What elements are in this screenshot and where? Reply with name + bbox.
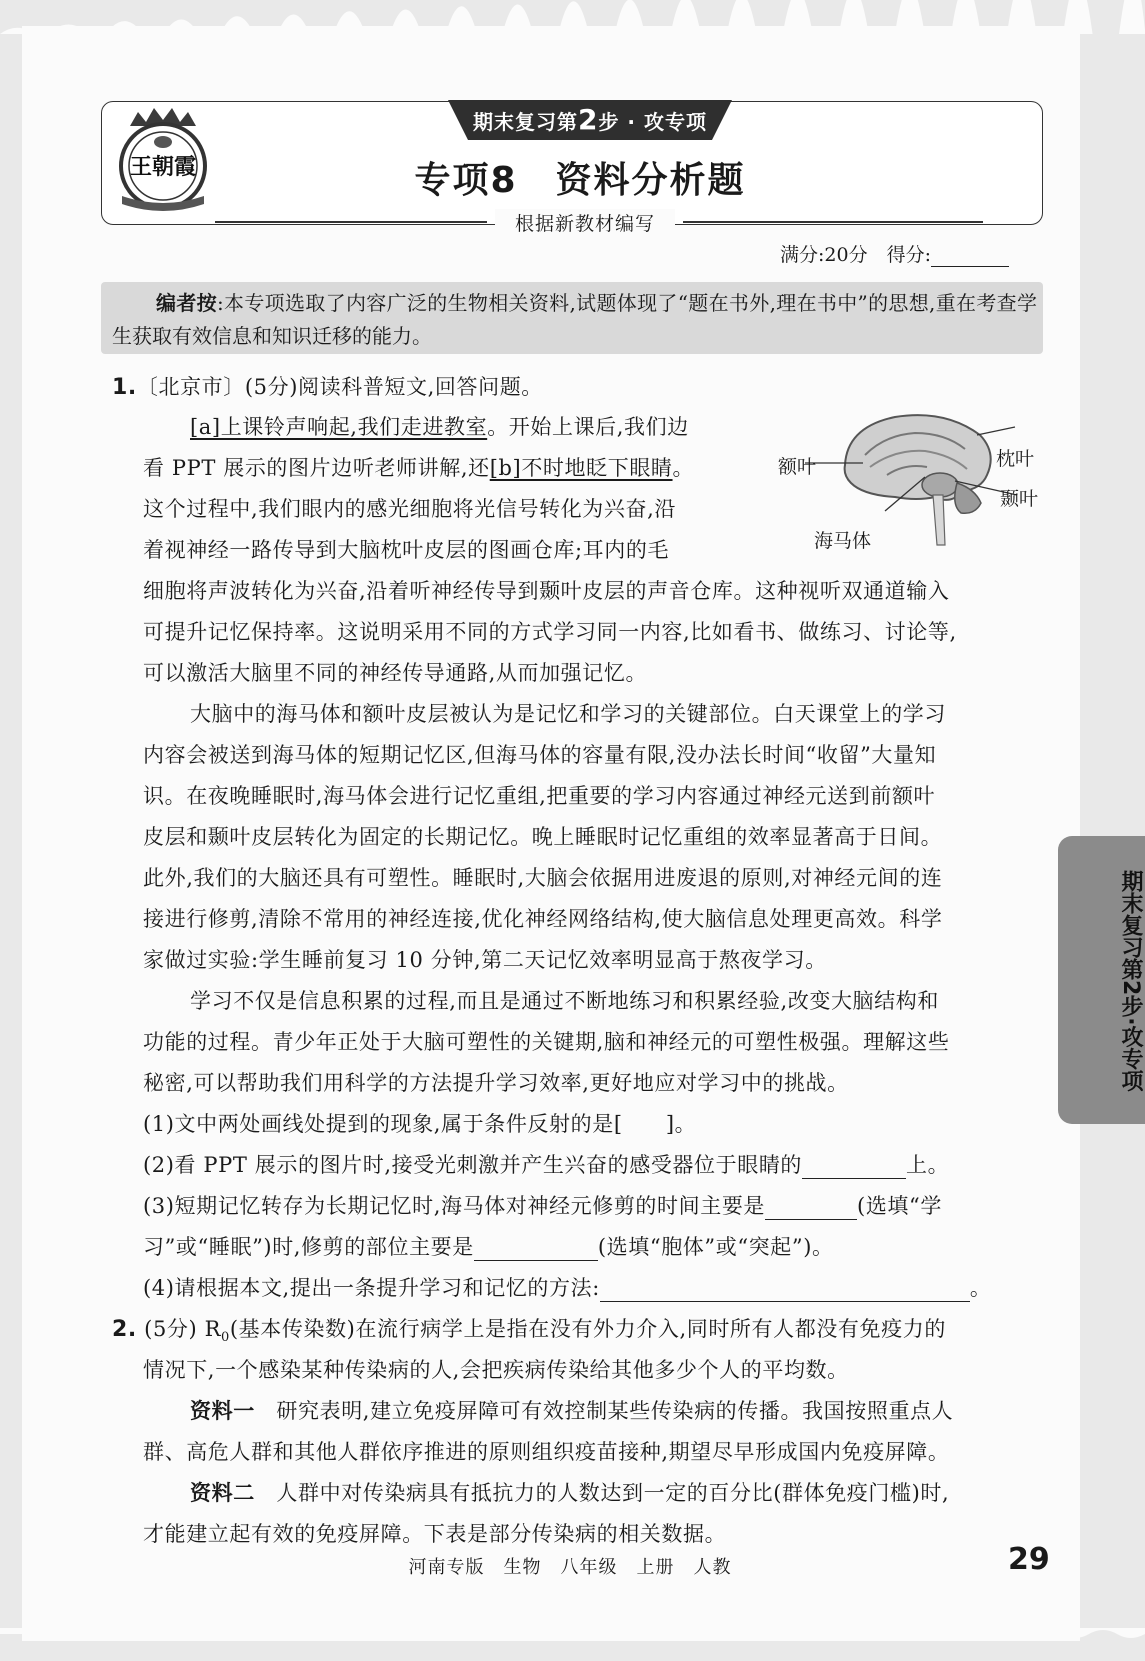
q1-sub-2-end: 上。 [906,1153,950,1177]
q2-material-2-line-1 [190,1477,949,1507]
q1-sub-3-text: (3)短期记忆转存为长期记忆时,海马体对神经元修剪的时间主要是 [143,1194,766,1218]
underline-b: [b]不时地眨下眼睛 [489,456,673,480]
q1-sub-2-text: (2)看 PPT 展示的图片时,接受光刺激并产生兴奋的感受器位于眼睛的 [143,1153,803,1177]
q2-material-2-line-2: 才能建立起有效的免疫屏障。下表是部分传染病的相关数据。 [143,1522,727,1546]
q1-p2-line-4: 皮层和颞叶皮层转化为固定的长期记忆。晚上睡眠时记忆重组的效率显著高于日间。 [143,825,943,849]
banner-suffix: 步 · 攻专项 [598,110,707,134]
material-2-text: 人群中对传染病具有抵抗力的人数达到一定的百分比(群体免疫门槛)时, [254,1481,950,1505]
q1-p3-line-3: 秘密,可以帮助我们用科学的方法提升学习效率,更好地应对学习中的挑战。 [143,1071,849,1095]
footer-text: 河南专版 生物 八年级 上册 人教 [408,1557,732,1578]
label-frontal-lobe: 额叶 [778,456,817,478]
q1-line-3: 这个过程中,我们眼内的感光细胞将光信号转化为兴奋,沿 [143,497,676,521]
q2-subscript: 0 [221,1330,230,1346]
q1-sub-3-text-2: 习”或“睡眠”)时,修剪的部位主要是 [143,1235,474,1259]
q1-p2-line-2: 内容会被送到海马体的短期记忆区,但海马体的容量有限,没办法长时间“收留”大量知 [143,743,937,767]
q1-sub-3b [143,1231,834,1261]
score-line [780,240,1040,267]
underline-a: [a]上课铃声响起,我们走进教室 [190,415,488,439]
section-banner [448,100,732,140]
banner-step: 2 [577,103,599,136]
q1-p2-line-5: 此外,我们的大脑还具有可塑性。睡眠时,大脑会依据用进废退的原则,对神经元间的连 [143,866,943,890]
q2-score: (5分) R [144,1317,221,1341]
q2-material-1-line-2: 群、高危人群和其他人群依序推进的原则组织疫苗接种,期望尽早形成国内免疫屏障。 [143,1440,950,1464]
page-number: 29 [1008,1542,1050,1577]
q1-p3-line-1: 学习不仅是信息积累的过程,而且是通过不断地练习和积累经验,改变大脑结构和 [190,989,939,1013]
q2-number: 2. [112,1317,137,1342]
editor-note [112,287,1037,353]
q1-sub-2 [143,1149,949,1179]
q1-line-2-end: 。 [672,456,695,480]
q1-sub-3-hint: (选填“学 [857,1194,942,1218]
page-title: 专项8 资料分析题 [414,160,746,201]
editor-note-label: 编者按 [156,291,217,315]
q1-sub-3a [143,1190,942,1220]
q1-number: 1. [112,375,137,400]
answer-blank-3a[interactable] [765,1197,857,1220]
q2-line-1-text: (基本传染数)在流行病学上是指在没有外力介入,同时所有人都没有免疫力的 [229,1317,946,1341]
q1-line-1 [190,411,689,441]
banner-prefix: 期末复习第 [472,110,578,134]
material-1-text: 研究表明,建立免疫屏障可有效控制某些传染病的传播。我国按照重点人 [254,1399,954,1423]
full-score: 满分:20分 [780,244,868,266]
q1-sub-4-text: (4)请根据本文,提出一条提升学习和记忆的方法: [143,1276,600,1300]
logo-text: 王朝霞 [129,154,197,180]
material-2-label: 资料二 [190,1481,255,1505]
answer-blank-3b[interactable] [474,1238,598,1261]
q1-line-7: 可以激活大脑里不同的神经传导通路,从而加强记忆。 [143,661,648,685]
label-temporal-lobe: 颞叶 [1000,488,1039,510]
q1-line-1-rest: 。开始上课后,我们边 [487,415,689,439]
q1-p2-line-6: 接进行修剪,清除不常用的神经连接,优化神经网络结构,使大脑信息处理更高效。科学 [143,907,943,931]
q1-sub-3-hint-2: (选填“胞体”或“突起”)。 [597,1235,834,1259]
q1-p3-line-2: 功能的过程。青少年正处于大脑可塑性的关键期,脑和神经元的可塑性极强。理解这些 [143,1030,950,1054]
q1-line-6: 可提升记忆保持率。这说明采用不同的方式学习同一内容,比如看书、做练习、讨论等, [143,620,957,644]
q2-line-2: 情况下,一个感染某种传染病的人,会把疾病传染给其他多少个人的平均数。 [143,1358,849,1382]
q2-line-1 [112,1313,946,1345]
label-occipital-lobe: 枕叶 [996,448,1035,470]
page-subtitle: 根据新教材编写 [495,209,675,236]
side-tab-text: 期末复习第2步·攻专项 [1118,870,1143,1092]
q1-heading [112,371,543,401]
q1-head-text: 〔北京市〕(5分)阅读科普短文,回答问题。 [136,375,543,399]
brand-logo [112,104,214,214]
q1-sub-4 [143,1272,992,1302]
paper-edge-bottom [0,1628,1145,1661]
subtitle-rule-left [215,221,487,223]
q1-line-5: 细胞将声波转化为兴奋,沿着听神经传导到颞叶皮层的声音仓库。这种视听双通道输入 [143,579,950,603]
q1-line-4: 着视神经一路传导到大脑枕叶皮层的图画仓库;耳内的毛 [143,538,670,562]
answer-blank-2[interactable] [802,1156,906,1179]
q1-line-2-a: 看 PPT 展示的图片边听老师讲解,还 [143,456,490,480]
q1-line-2 [143,452,694,482]
q1-p2-line-3: 识。在夜晚睡眠时,海马体会进行记忆重组,把重要的学习内容通过神经元送到前额叶 [143,784,936,808]
q1-sub-1: (1)文中两处画线处提到的现象,属于条件反射的是[ ]。 [143,1112,697,1136]
subtitle-rule-right [683,221,983,223]
q2-material-1-line-1 [190,1395,953,1425]
material-1-label: 资料一 [190,1399,255,1423]
q1-p2-line-7: 家做过实验:学生睡前复习 10 分钟,第二天记忆效率明显高于熬夜学习。 [143,948,827,972]
q1-p2-line-1: 大脑中的海马体和额叶皮层被认为是记忆和学习的关键部位。白天课堂上的学习 [190,702,946,726]
editor-note-text: :本专项选取了内容广泛的生物相关资料,试题体现了“题在书外,理在书中”的思想,重在考查学生获取有效信息和知识迁移的能力。 [112,291,1038,348]
answer-blank-4[interactable] [600,1279,970,1302]
score-label: 得分: [886,244,932,266]
label-hippocampus: 海马体 [814,530,872,552]
score-blank[interactable] [931,246,1009,267]
q1-sub-4-end: 。 [969,1276,992,1300]
